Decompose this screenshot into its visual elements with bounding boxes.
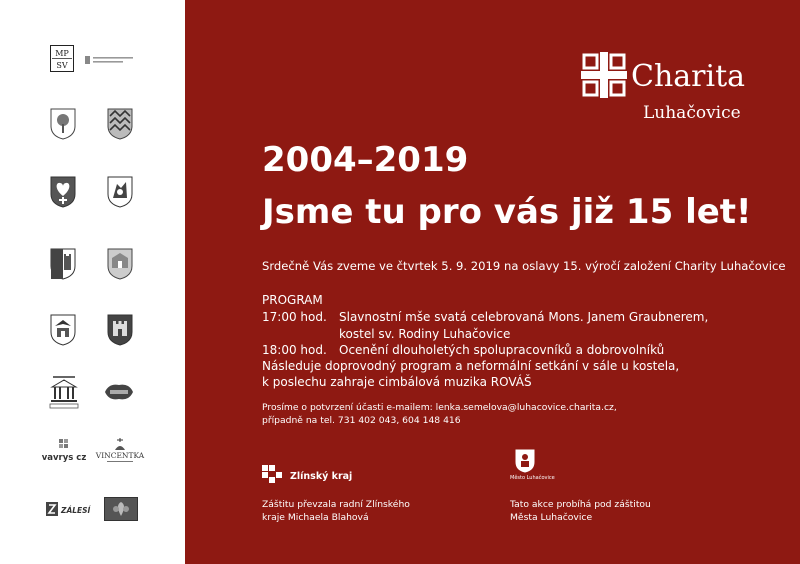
town-logo-caption: Město Luhačovice [510, 475, 555, 481]
program-time-1: 17:00 hod. [262, 310, 327, 324]
svg-text:MP: MP [55, 49, 69, 58]
program-time-2: 18:00 hod. [262, 343, 327, 357]
program-label: PROGRAM [262, 293, 323, 307]
zlin-patronage-1: Záštitu převzala radní Zlínského [262, 499, 410, 510]
crest-2 [107, 108, 133, 140]
crest-1 [50, 108, 76, 140]
heading-years: 2004–2019 [262, 140, 469, 180]
charita-town: Luhačovice [643, 103, 741, 123]
crest-6 [107, 248, 133, 280]
program-desc-2: Ocenění dlouholetých spolupracovníků a dobrovolníků [339, 343, 665, 357]
svg-text:SV: SV [56, 61, 68, 70]
rsvp-line-1: Prosíme o potvrzení účasti e-mailem: lenka.semelova@luhacovice.charita.cz, [262, 402, 617, 413]
program-followup-2: k poslechu zahraje cimbálová muzika ROVÁŠ [262, 375, 532, 389]
lazne-logo [47, 375, 81, 409]
rsvp-line-2: případně na tel. 731 402 043, 604 148 416 [262, 415, 461, 426]
crest-3 [50, 176, 76, 208]
crest-7 [50, 314, 76, 346]
invitation-text: Srdečně Vás zveme ve čtvrtek 5. 9. 2019 na oslavy 15. výročí založení Charity Luhačovice [262, 259, 786, 273]
town-patronage-1: Tato akce probíhá pod záštitou [510, 499, 651, 510]
emblem-logo [104, 497, 138, 521]
vincentka-logo [95, 436, 145, 466]
program-desc-1b: kostel sv. Rodiny Luhačovice [339, 327, 511, 341]
crest-5 [50, 248, 76, 280]
town-patronage-2: Města Luhačovice [510, 512, 593, 523]
vavrys-logo [41, 437, 87, 463]
logo-sidebar [0, 0, 196, 564]
crest-4 [107, 176, 133, 208]
svg-text:ZÁLESÍ: ZÁLESÍ [61, 506, 91, 515]
svg-text:VINCENTKA: VINCENTKA [95, 451, 145, 460]
scalloped-edge [181, 0, 193, 564]
zlin-patronage-2: kraje Michaela Blahová [262, 512, 369, 523]
zlin-region-icon [262, 465, 284, 483]
program-followup-1: Následuje doprovodný program a neformální setkání v sále u kostela, [262, 359, 680, 373]
program-desc-1a: Slavnostní mše svatá celebrovaná Mons. Janem Graubnerem, [339, 310, 709, 324]
ornament-logo [103, 381, 135, 403]
zalesi-logo [46, 500, 91, 518]
heading-tagline: Jsme tu pro vás již 15 let! [262, 192, 752, 232]
zlin-region-name: Zlínský kraj [290, 471, 353, 482]
mpsv-logo [50, 45, 74, 72]
town-crest-icon [515, 449, 535, 473]
charita-cross-icon [581, 52, 627, 98]
charita-name: Charita [631, 59, 746, 94]
svg-text:vavrys cz: vavrys cz [41, 453, 87, 463]
crest-8 [107, 314, 133, 346]
ministry-logo [85, 54, 145, 66]
